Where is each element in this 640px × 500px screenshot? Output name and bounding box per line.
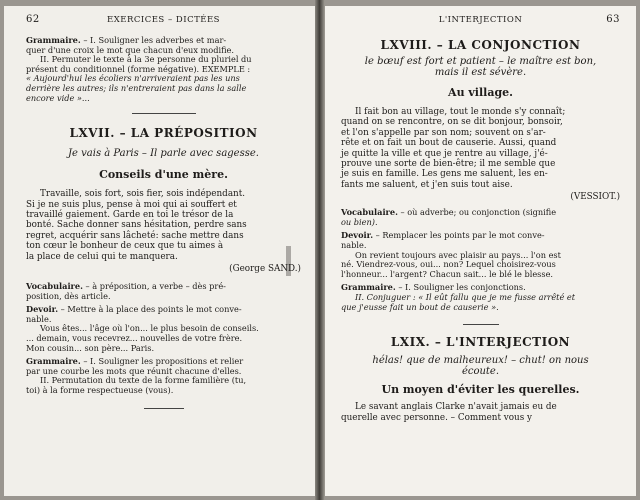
ink-bleed-mark xyxy=(286,246,291,276)
text-line: Grammaire. – I. Souligner les conjonctions. xyxy=(341,282,526,293)
right-running-head: L'INTERJECTION xyxy=(438,15,523,25)
lesson-title: LXVII. – LA PRÉPOSITION xyxy=(69,126,258,141)
text-line: je quitte la ville et que je rentre au village, j'é- xyxy=(341,148,548,159)
right-bottom-text xyxy=(341,402,620,423)
text-line: je suis en famille. Les gens me saluent, les en- xyxy=(341,169,548,180)
left-page xyxy=(4,6,315,496)
left-page-number: 62 xyxy=(26,14,40,25)
section-title: Au village. xyxy=(448,86,513,99)
right-notes xyxy=(341,208,620,312)
section-divider xyxy=(132,113,196,114)
text-line: né. Viendrez-vous, oui... non? Lequel choisirez-vous xyxy=(341,259,556,270)
text-line: II. Conjuguer : « Il eût fallu que je me fusse arrêté et xyxy=(355,292,576,302)
text-line: toi) à la forme respectueuse (vous). xyxy=(26,384,174,395)
left-body xyxy=(26,189,301,274)
text-line: travaillé gaiement. Garde en toi le trésor de la xyxy=(26,209,234,220)
text-line: bonté. Sache donner sans hésitation, perdre sans xyxy=(26,220,247,231)
text-line: rête et on fait un bout de causerie. Aussi, quand xyxy=(341,138,557,149)
text-line: Vous êtes... l'âge où l'on... le plus besoin de conseils. xyxy=(40,323,259,334)
text-line: et l'on s'appelle par son nom; souvent on s'ar- xyxy=(341,127,546,138)
text-line: fants me saluent, et j'en suis tout aise. xyxy=(341,179,513,190)
text-line: Il fait bon au village, tout le monde s'y connaît; xyxy=(355,107,566,117)
lesson-title: LXVIII. – LA CONJONCTION xyxy=(380,38,581,52)
text-line: Vocabulaire. – où adverbe; ou conjonction (signifie xyxy=(341,207,557,218)
lesson-subtitle: le bœuf est fort et patient – le maître est bon, xyxy=(364,56,597,67)
left-notes xyxy=(26,282,301,396)
left-running-header xyxy=(26,14,301,30)
lesson-subtitle: hélas! que de malheureux! – chut! on nous xyxy=(372,355,589,367)
right-body xyxy=(341,107,620,202)
section-title: Un moyen d'éviter les querelles. xyxy=(381,383,580,397)
section-divider xyxy=(144,408,184,409)
text-line: II. Permuter le texte à la 3e personne du pluriel du xyxy=(40,54,252,65)
text-line: quer d'une croix le mot que chacun d'eux modifie. xyxy=(26,44,235,55)
text-line: Grammaire. – I. Souligner les adverbes et mar- xyxy=(26,35,227,45)
text-line: Mon cousin... son père... Paris. xyxy=(26,342,155,353)
right-running-header xyxy=(341,14,620,30)
text-line: quand on se rencontre, on se dit bonjour, bonsoir, xyxy=(341,117,563,128)
text-line: que j'eusse fait un bout de causerie ». xyxy=(341,301,499,312)
body-author: (George SAND.) xyxy=(229,264,301,274)
text-line: Grammaire. – I. Souligner les propositions et relier xyxy=(26,356,244,367)
text-line: encore vide »... xyxy=(26,92,90,103)
lesson-title: LXIX. – L'INTERJECTION xyxy=(390,335,571,350)
text-line: derrière les autres; ils n'entreraient pas dans la salle xyxy=(26,82,247,93)
left-top-exercise xyxy=(26,36,301,103)
text-line: nable. xyxy=(26,313,52,324)
text-line: regret, acquérir sans lâcheté: sache mettre dans xyxy=(26,230,244,241)
text-line: ou bien). xyxy=(341,216,378,227)
section-title: Conseils d'une mère. xyxy=(99,168,228,182)
text-line: Travaille, sois fort, sois fier, sois indépendant. xyxy=(40,189,246,200)
text-line: II. Permutation du texte de la forme familière (tu, xyxy=(40,375,247,386)
text-line: position, dès article. xyxy=(26,290,111,301)
section-divider xyxy=(463,324,499,325)
text-line: Si je ne suis plus, pense à moi qui ai souffert et xyxy=(26,199,237,210)
text-line: prouve une sorte de bien-être; il me semble que xyxy=(341,159,556,170)
right-page xyxy=(325,6,636,496)
text-line: la place de celui qui te manquera. xyxy=(26,251,178,262)
text-line: On revient toujours avec plaisir au pays... l'on est xyxy=(355,249,561,260)
left-running-head: EXERCICES – DICTÉES xyxy=(107,15,220,25)
text-line: ... demain, vous recevrez... nouvelles de votre frère. xyxy=(26,332,243,343)
lesson-subtitle: mais il est sévère. xyxy=(434,67,527,78)
text-line: ton cœur le bonheur de ceux que tu aimes à xyxy=(26,241,224,252)
lesson-subtitle: écoute. xyxy=(461,366,500,378)
text-line: présent du conditionnel (forme négative). EXEMPLE : xyxy=(26,63,251,74)
text-line: querelle avec personne. – Comment vous y xyxy=(341,412,532,423)
right-page-number: 63 xyxy=(606,14,620,25)
lesson-subtitle: Je vais à Paris – Il parle avec sagesse. xyxy=(68,148,259,160)
text-line: nable. xyxy=(341,240,367,251)
text-line: l'honneur... l'argent? Chacun sait... le blé le blesse. xyxy=(341,268,554,279)
text-line: Le savant anglais Clarke n'avait jamais eu de xyxy=(355,402,557,413)
text-line: « Aujourd'hui les écoliers n'arriveraient pas les uns xyxy=(26,73,240,84)
body-author: (VESSIOT.) xyxy=(570,192,620,203)
text-line: par une courbe les mots que réunit chacune d'elles. xyxy=(26,365,242,376)
book-gutter xyxy=(315,0,325,500)
text-line: Devoir. – Mettre à la place des points le mot conve- xyxy=(26,304,242,315)
text-line: Devoir. – Remplacer les points par le mot conve- xyxy=(341,230,545,241)
text-line: Vocabulaire. – à préposition, a verbe – dès pré- xyxy=(26,281,226,291)
